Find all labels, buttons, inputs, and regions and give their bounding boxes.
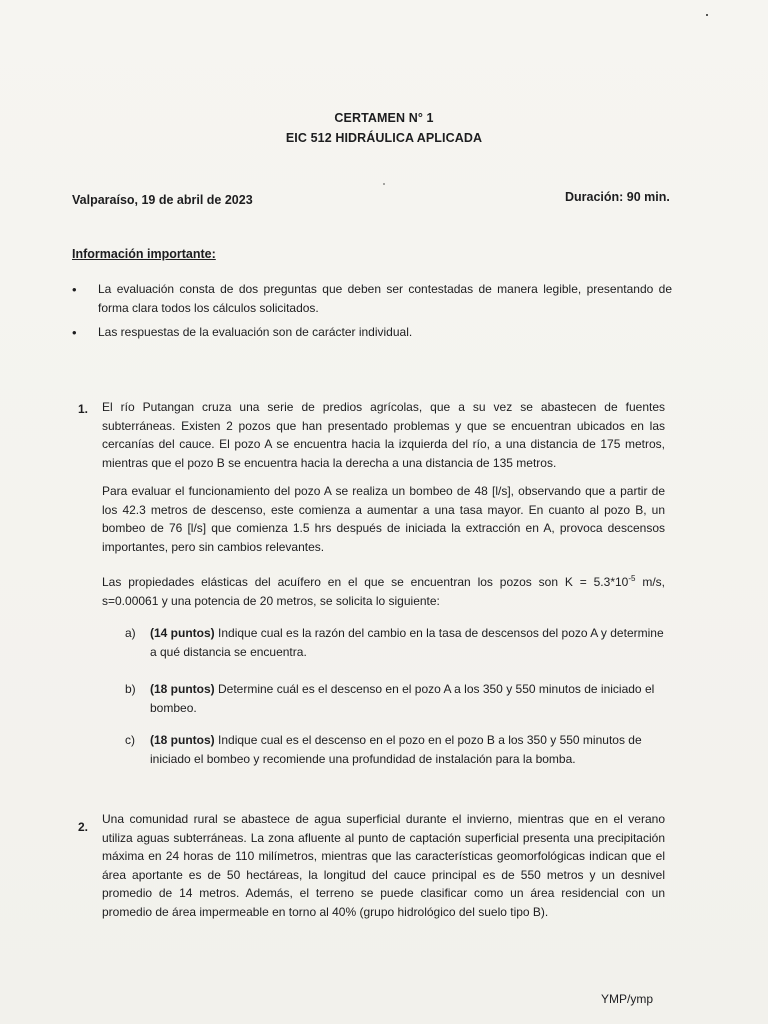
aquifer-properties-text: Las propiedades elásticas del acuífero en el que se encuentran los pozos son K = 5.3*10 — [102, 575, 629, 589]
paper-speck — [706, 14, 708, 16]
paper-speck — [383, 183, 385, 185]
subquestion-label: b) — [125, 682, 136, 696]
info-bullet-list — [72, 280, 672, 347]
question-1-paragraph-3 — [102, 570, 665, 610]
question-1-paragraph-1: El río Putangan cruza una serie de predios agrícolas, que a su vez se abastecen de fuentes subterráneas. Existen 2 pozos que han presentado problemas y que se encuentran ubicados en las cercanías del cauce. El pozo A se encuentra hacia la izquierda del río, a una distancia de 175 metros, mientras que el pozo B se encuentra hacia la derecha a una distancia de 135 metros. — [102, 400, 665, 470]
exam-title: CERTAMEN N° 1 — [334, 111, 434, 125]
subquestion-body: Indique cual es el descenso en el pozo en el pozo B a los 350 y 550 minutos de iniciado el bombeo y recomiende una profundidad de instalación para la bomba. — [150, 733, 642, 766]
subquestion-body: Indique cual es la razón del cambio en la tasa de descensos del pozo A y determine a qué distancia se encuentra. — [150, 626, 664, 659]
question-2-paragraph: Una comunidad rural se abastece de agua superficial durante el invierno, mientras que en el verano utiliza aguas subterráneas. La zona afluente al punto de captación superficial presenta una precipitación máxima en 24 horas de 110 milímetros, mientras que las características geomorfológicas indican que el área aportante es de 50 hectáreas, la longitud del cauce principal es de 550 metros y un desnivel promedio de 14 metros. Además, el terreno se puede clasificar como un área residencial con un promedio de área impermeable en torno al 40% (grupo hidrológico del suelo tipo B). — [102, 812, 665, 919]
place-date: Valparaíso, 19 de abril de 2023 — [72, 193, 253, 207]
subquestion-points: (18 puntos) — [150, 682, 215, 696]
subquestion-body: Determine cuál es el descenso en el pozo A a los 350 y 550 minutos de iniciado el bombeo. — [150, 682, 655, 715]
question-1-paragraph-2: Para evaluar el funcionamiento del pozo A se realiza un bombeo de 48 [l/s], observando que a partir de los 42.3 metros de descenso, este comienza a aumentar a una tasa mayor. En cuanto al pozo B, un bombeo de 76 [l/s] que comienza 1.5 hrs después de iniciada la extracción en A, provoca descensos importantes, pero sin cambios relevantes. — [102, 484, 665, 554]
subquestion-text — [150, 731, 670, 768]
subquestion-points: (18 puntos) — [150, 733, 215, 747]
subquestion-label: c) — [125, 733, 135, 747]
question-1-number: 1. — [78, 402, 89, 416]
aquifer-properties-text-cont: m/s, s=0.00061 y una potencia de 20 metros, se solicita lo siguiente: — [102, 575, 666, 608]
course-title: EIC 512 HIDRÁULICA APLICADA — [285, 131, 483, 145]
duration: Duración: 90 min. — [565, 190, 670, 204]
subquestion-label: a) — [125, 626, 136, 640]
exponent: -5 — [628, 574, 636, 583]
author-initials: YMP/ymp — [601, 992, 654, 1006]
info-bullet: • Las respuestas de la evaluación son de carácter individual. — [72, 323, 672, 342]
info-bullet: • La evaluación consta de dos preguntas que deben ser contestadas de manera legible, presentando de forma clara todos los cálculos solicitados. — [72, 280, 672, 318]
subquestion-text — [150, 624, 670, 661]
subquestion-text — [150, 680, 670, 717]
info-heading: Información importante: — [72, 247, 216, 261]
subquestion-points: (14 puntos) — [150, 626, 215, 640]
question-2-number: 2. — [78, 820, 89, 834]
